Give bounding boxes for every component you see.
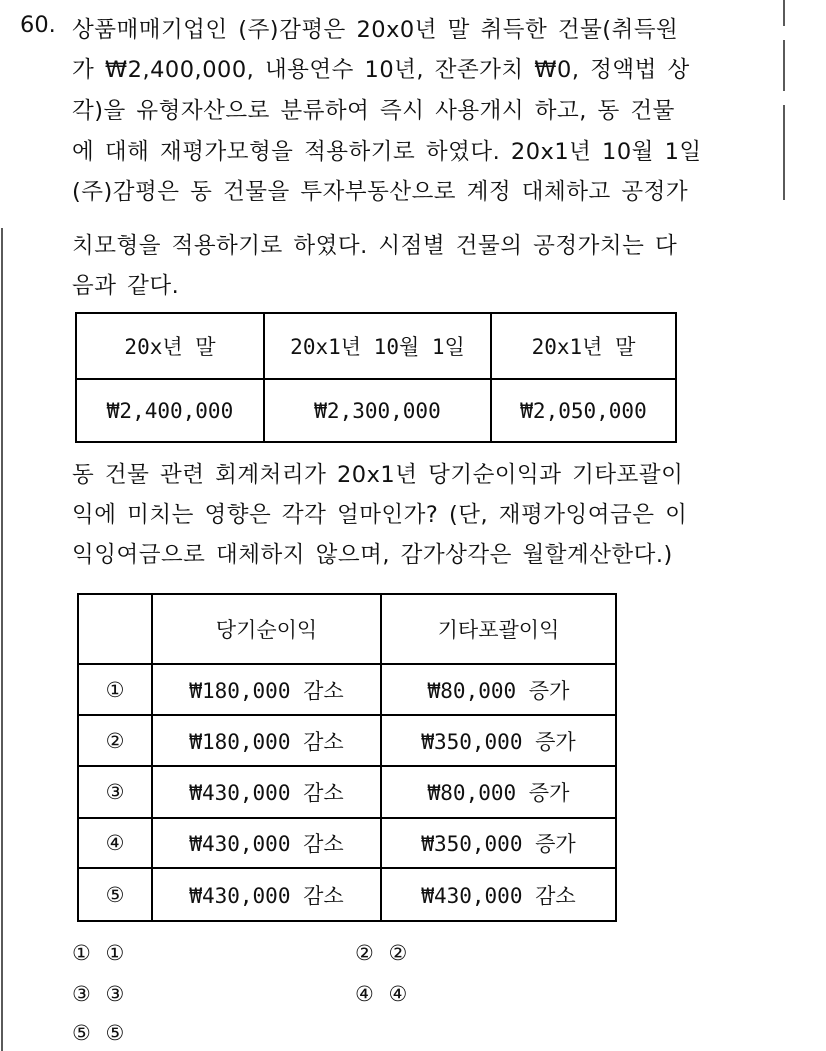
question-line-7: 음과 같다. (72, 273, 180, 299)
question-line-1: 상품매매기업인 (주)감평은 20x0년 말 취득한 건물(취득원 (72, 17, 679, 43)
right-margin-line-1 (783, 0, 785, 26)
option-net-income: ₩180,000 감소 (152, 664, 381, 715)
fair-value-cell: ₩2,400,000 (76, 379, 264, 442)
question-line-3: 각)을 유형자산으로 분류하여 즉시 사용개시 하고, 동 건물 (72, 98, 675, 124)
options-row (78, 664, 616, 715)
fair-value-values-row (76, 379, 676, 442)
right-margin-line-3 (783, 105, 785, 200)
question-line-2: 가 ₩2,400,000, 내용연수 10년, 잔존가치 ₩0, 정액법 상 (72, 57, 690, 83)
option-number: ⑤ (78, 868, 152, 921)
option-number: ① (78, 664, 152, 715)
options-table (77, 593, 617, 922)
option-oci: ₩350,000 증가 (381, 715, 616, 766)
options-row (78, 715, 616, 766)
option-oci: ₩430,000 감소 (381, 868, 616, 921)
option-net-income: ₩430,000 감소 (152, 766, 381, 818)
answer-choice-4[interactable]: ④ ④ (355, 982, 412, 1006)
question-number: 60. (20, 12, 56, 38)
option-oci: ₩350,000 증가 (381, 818, 616, 868)
answer-choice-2[interactable]: ② ② (355, 941, 412, 965)
question-line-10: 익잉여금으로 대체하지 않으며, 감가상각은 월할계산한다.) (72, 542, 673, 568)
options-header-cell (78, 594, 152, 664)
option-oci: ₩80,000 증가 (381, 664, 616, 715)
option-net-income: ₩430,000 감소 (152, 868, 381, 921)
answer-choice-5[interactable]: ⑤ ⑤ (72, 1021, 129, 1045)
options-header-cell: 기타포괄이익 (381, 594, 616, 664)
right-margin-line-2 (783, 40, 785, 91)
question-line-1-strip (0, 0, 780, 43)
options-row (78, 818, 616, 868)
fair-value-header-cell: 20x1년 10월 1일 (264, 313, 491, 379)
fair-value-header-cell: 20x1년 말 (491, 313, 676, 379)
left-margin-line (1, 228, 3, 1051)
question-line-8: 동 건물 관련 회계처리가 20x1년 당기순이익과 기타포괄이 (72, 462, 684, 488)
question-line-3-strip (0, 98, 780, 124)
options-row (78, 766, 616, 818)
question-line-9: 익에 미치는 영향은 각각 얼마인가? (단, 재평가잉여금은 이 (72, 502, 688, 528)
options-row (78, 868, 616, 921)
fair-value-header-cell: 20x년 말 (76, 313, 264, 379)
question-line-4: 에 대해 재평가모형을 적용하기로 하였다. 20x1년 10월 1일 (72, 139, 702, 165)
answer-choice-1[interactable]: ① ① (72, 941, 129, 965)
question-line-6: 치모형을 적용하기로 하였다. 시점별 건물의 공정가치는 다 (72, 233, 678, 259)
option-oci: ₩80,000 증가 (381, 766, 616, 818)
fair-value-cell: ₩2,050,000 (491, 379, 676, 442)
option-number: ② (78, 715, 152, 766)
fair-value-cell: ₩2,300,000 (264, 379, 491, 442)
answer-choice-3[interactable]: ③ ③ (72, 982, 129, 1006)
option-number: ④ (78, 818, 152, 868)
option-net-income: ₩430,000 감소 (152, 818, 381, 868)
option-number: ③ (78, 766, 152, 818)
options-header-cell: 당기순이익 (152, 594, 381, 664)
fair-value-header-row (76, 313, 676, 379)
option-net-income: ₩180,000 감소 (152, 715, 381, 766)
fair-value-table (75, 312, 677, 443)
question-line-5: (주)감평은 동 건물을 투자부동산으로 계정 대체하고 공정가 (72, 179, 689, 205)
options-header-row (78, 594, 616, 664)
